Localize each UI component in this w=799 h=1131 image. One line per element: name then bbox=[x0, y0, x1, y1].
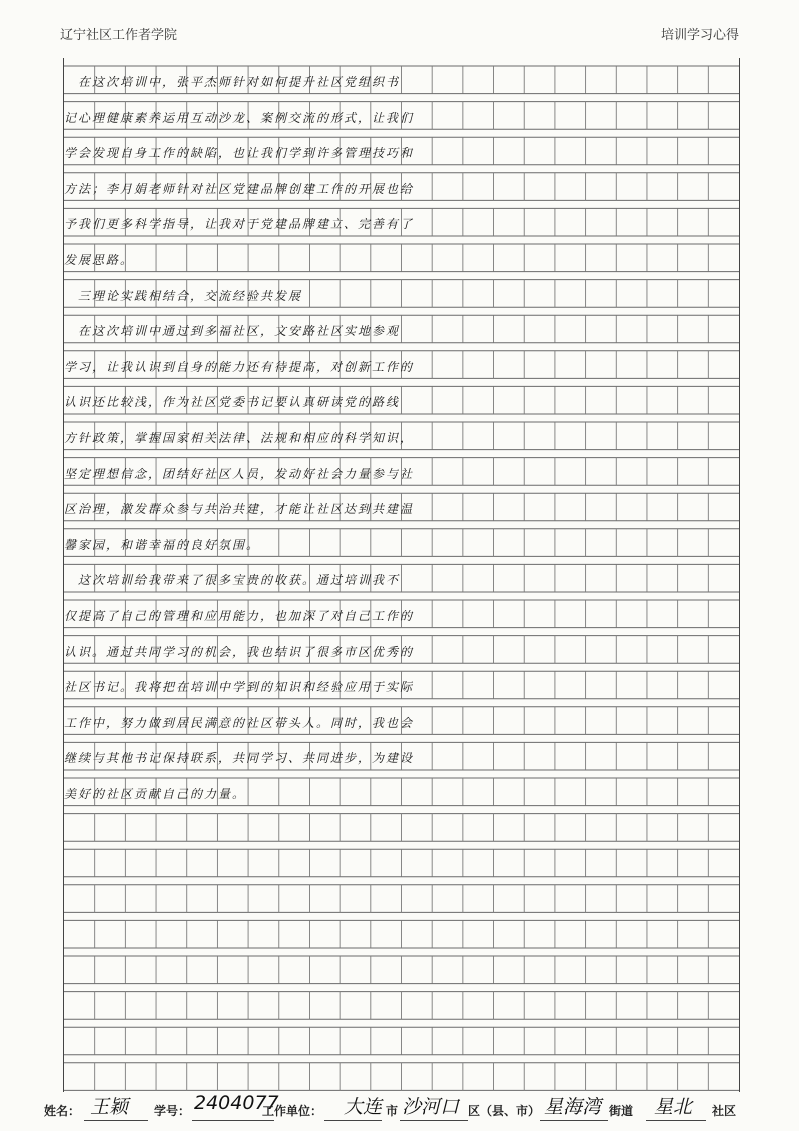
text-line: 方法；李月娟老师针对社区党建品牌创建工作的开展也给 bbox=[64, 181, 415, 196]
text-line: 这次培训给我带来了很多宝贵的收获。通过培训我不 bbox=[64, 573, 401, 588]
text-line: 坚定理想信念，团结好社区人员，发动好社会力量参与社 bbox=[64, 466, 415, 481]
text-line: 美好的社区贡献自己的力量。 bbox=[64, 787, 247, 801]
name-label: 姓名： bbox=[44, 1104, 81, 1118]
work-unit-label: 工作单位： bbox=[262, 1104, 323, 1118]
community-value: 星北 bbox=[654, 1096, 693, 1118]
student-id-label: 学号： bbox=[154, 1104, 191, 1118]
text-line: 区治理，激发群众参与共治共建，才能让社区达到共建温 bbox=[64, 502, 415, 517]
text-line: 学会发现自身工作的缺陷，也让我们学到许多管理技巧和 bbox=[64, 146, 415, 161]
text-line: 认识。通过共同学习的机会，我也结识了很多市区优秀的 bbox=[64, 644, 415, 659]
name-value: 王颖 bbox=[90, 1096, 129, 1118]
student-info-footer bbox=[44, 1092, 764, 1122]
text-line: 仅提高了自己的管理和应用能力，也加深了对自己工作的 bbox=[64, 609, 415, 623]
text-line: 学习，让我认识到自身的能力还有待提高，对创新工作的 bbox=[64, 359, 415, 374]
page-header bbox=[60, 24, 739, 44]
text-line: 在这次培训中通过到多福社区，文安路社区实地参观 bbox=[64, 324, 401, 339]
district-suffix: 区（县、市） bbox=[468, 1104, 541, 1118]
text-line: 予我们更多科学指导，让我对于党建品牌建立、完善有了 bbox=[64, 217, 415, 232]
organization-name: 辽宁社区工作者学院 bbox=[60, 28, 178, 43]
street-suffix: 街道 bbox=[609, 1104, 634, 1118]
street-value: 星海湾 bbox=[544, 1096, 602, 1118]
text-line: 在这次培训中，张平杰师针对如何提升社区党组织书 bbox=[64, 75, 401, 89]
document-type: 培训学习心得 bbox=[660, 28, 739, 43]
grid-paper bbox=[63, 58, 740, 1092]
text-line: 馨家园，和谐幸福的良好氛围。 bbox=[64, 537, 261, 552]
text-line: 社区书记。我将把在培训中学到的知识和经验应用于实际 bbox=[64, 680, 415, 695]
text-line: 记心理健康素养运用互动沙龙、案例交流的形式，让我们 bbox=[64, 110, 415, 125]
text-line: 三理论实践相结合，交流经验共发展 bbox=[64, 288, 303, 303]
text-line: 认识还比较浅，作为社区党委书记要认真研读党的路线 bbox=[64, 395, 401, 410]
city-suffix: 市 bbox=[386, 1104, 399, 1118]
text-line: 工作中，努力做到居民满意的社区带头人。同时，我也会 bbox=[64, 715, 415, 730]
city-value: 大连 bbox=[344, 1096, 383, 1118]
text-line: 发展思路。 bbox=[64, 253, 135, 267]
district-value: 沙河口 bbox=[402, 1096, 460, 1118]
text-line: 方针政策，掌握国家相关法律、法规和相应的科学知识， bbox=[64, 431, 415, 445]
student-id-value: 2404077 bbox=[194, 1092, 279, 1114]
community-suffix: 社区 bbox=[712, 1104, 737, 1118]
text-line: 继续与其他书记保持联系，共同学习、共同进步，为建设 bbox=[64, 751, 415, 766]
